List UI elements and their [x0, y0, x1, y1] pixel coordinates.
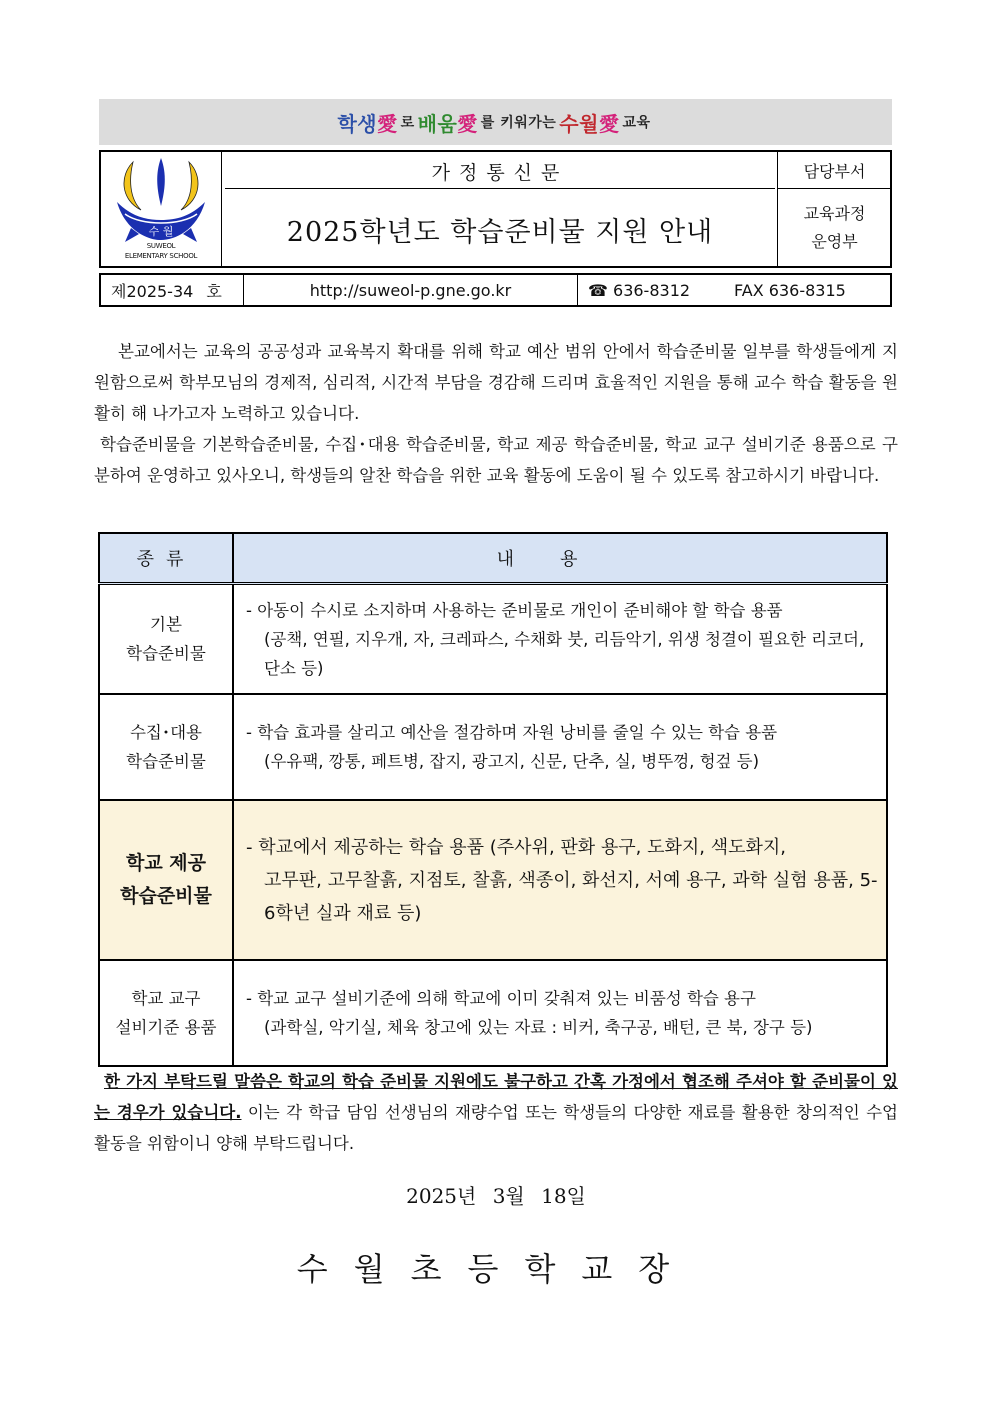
newsletter-header: [99, 150, 892, 268]
row-category: [99, 694, 233, 800]
issue-number: 제2025-34 호: [101, 275, 244, 305]
row-category: [99, 960, 233, 1066]
school-url-link[interactable]: http://suweol-p.gne.go.kr: [244, 275, 578, 305]
logo-en-line1: SUWEOL: [146, 242, 176, 250]
closing-paragraph: [94, 1066, 898, 1159]
table-row: [99, 694, 887, 800]
newsletter-label: 가정통신문: [225, 154, 775, 189]
slogan-part3: 배움: [417, 111, 458, 136]
intro-paragraph-2: 학습준비물을 기본학습준비물, 수집･대용 학습준비물, 학교 제공 학습준비물, 학교 교구 설비기준 용품으로 구분하여 운영하고 있사오니, 학생들의 알찬 학습을 위한 교육 활동에 도움이 될 수 있도록 참고하시기 바랍니다.: [94, 435, 898, 485]
supplies-table: [98, 532, 888, 1067]
row-description: [233, 694, 887, 800]
category-line1: 기본: [150, 615, 182, 634]
description-line2: (공책, 연필, 지우개, 자, 크레파스, 수채화 붓, 리듬악기, 위생 청결이 필요한 리코더, 단소 등): [264, 629, 865, 678]
table-row: [99, 960, 887, 1066]
description-line1: - 학교에서 제공하는 학습 용품 (주사위, 판화 용구, 도화지, 색도화지,: [246, 836, 786, 858]
row-description: [233, 800, 887, 960]
category-line1: 학교 교구: [131, 989, 201, 1008]
category-line2: 학습준비물: [126, 644, 206, 663]
description-line1: - 아동이 수시로 소지하며 사용하는 준비물로 개인이 준비해야 할 학습 용품: [246, 600, 783, 620]
closing-rest: 이는 각 학급 담임 선생님의 재량수업 또는 학생들의 다양한 재료를 활용한 창의적인 수업 활동을 위함이니 양해 부탁드립니다.: [94, 1103, 898, 1153]
slogan-part2: 로: [400, 115, 415, 131]
contact-info: [578, 275, 890, 305]
header-type: 종류: [99, 533, 233, 584]
header-content-text: 내용: [496, 549, 624, 570]
slogan-part6: 교육: [622, 115, 651, 131]
logo-en-line2: ELEMENTARY SCHOOL: [124, 252, 198, 260]
description-line2: 고무판, 고무찰흙, 지점토, 찰흙, 색종이, 화선지, 서예 용구, 과학 실험 용품, 5-6학년 실과 재료 등): [264, 869, 878, 924]
slogan-part1: 학생: [337, 111, 378, 136]
category-line2: 학습준비물: [126, 752, 206, 771]
department-line2: 운영부: [811, 232, 858, 251]
info-row: [99, 273, 892, 307]
fax-number: FAX 636-8315: [734, 280, 846, 300]
category-line2: 설비기준 용품: [115, 1018, 217, 1037]
description-line1: - 학교 교구 설비기준에 의해 학교에 이미 갖춰져 있는 비품성 학습 용구: [246, 989, 756, 1008]
phone-number: ☎ 636-8312: [588, 280, 691, 300]
slogan-love1: 愛: [377, 111, 398, 136]
table-header-row: [99, 533, 887, 584]
document-title: 2025학년도 학습준비물 지원 안내: [286, 216, 714, 248]
slogan-part5: 수월: [559, 111, 599, 136]
header-content: [233, 533, 887, 584]
category-line1: 학교 제공: [125, 852, 207, 874]
category-line2: 학습준비물: [120, 885, 212, 907]
row-description: [233, 960, 887, 1066]
slogan-banner: [99, 99, 892, 145]
description-line2: (우유팩, 깡통, 페트병, 잡지, 광고지, 신문, 단추, 실, 병뚜껑, 헝겊 등): [264, 752, 760, 771]
table-row: [99, 584, 887, 695]
intro-paragraph-1: 본교에서는 교육의 공공성과 교육복지 확대를 위해 학교 예산 범위 안에서 학습준비물 일부를 학생들에게 지원함으로써 학부모님의 경제적, 심리적, 시간적 부담을 경감해 드리며 효율적인 지원을 통해 교수 학습 활동을 원활히 해 나가고자 노력하고 있습니다.: [94, 342, 898, 423]
department-box: [777, 152, 891, 266]
department-label: 담당부서: [778, 152, 891, 189]
school-emblem-icon: [111, 156, 211, 248]
department-name: [778, 189, 891, 267]
row-description: [233, 584, 887, 695]
department-line1: 교육과정: [803, 204, 866, 223]
closing-emphasis: 한 가지 부탁드릴 말씀은 학교의 학습 준비물 지원에도 불구하고 간혹 가정에서 협조해 주셔야 할 준비물이 있는 경우가 있습니다.: [94, 1072, 898, 1122]
row-category: [99, 800, 233, 960]
principal-signature: 수월초등학교장: [296, 1250, 696, 1288]
slogan-part4: 를 키워가는: [480, 115, 557, 131]
description-line2: (과학실, 악기실, 체육 창고에 있는 자료 : 비커, 축구공, 배턴, 큰 북, 장구 등): [264, 1018, 813, 1037]
table-row-highlighted: [99, 800, 887, 960]
slogan-love2: 愛: [457, 111, 478, 136]
row-category: [99, 584, 233, 695]
school-logo: [101, 152, 222, 266]
slogan-love3: 愛: [598, 111, 620, 136]
logo-text: 수 월: [148, 225, 174, 238]
description-line1: - 학습 효과를 살리고 예산을 절감하며 자원 낭비를 줄일 수 있는 학습 용품: [246, 723, 778, 742]
category-line1: 수집･대용: [129, 723, 202, 742]
document-date: 2025년 3월 18일: [406, 1184, 586, 1208]
